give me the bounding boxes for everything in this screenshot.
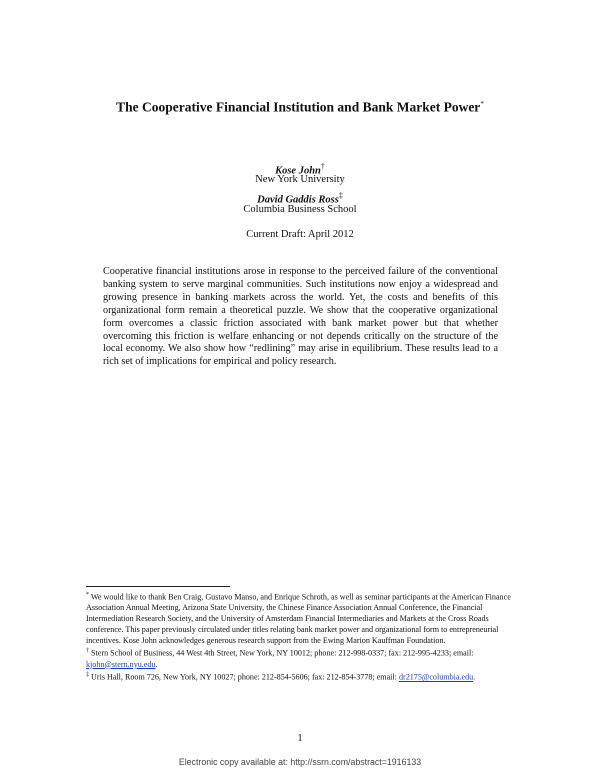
author-1-name-text: Kose John [275, 165, 321, 177]
paper-title-text: The Cooperative Financial Institution and Bank Market Power [116, 99, 481, 115]
footnote-acknowledgements [86, 590, 516, 646]
paper-title [0, 96, 600, 116]
footnote-author-1: † Stern School of Business, 44 West 4th Street, New York, NY 10012; phone: 212-998-0337; fax: 212-995-4233; email: kjohn@stern.nyu.edu. [86, 648, 474, 669]
footnotes [86, 590, 516, 684]
page-number: 1 [297, 733, 303, 744]
author-2-email-link[interactable]: dr2175@columbia.edu [398, 672, 474, 682]
draft-date: Current Draft: April 2012 [246, 229, 354, 240]
footnote-dagger-text: Stern School of Business, 44 West 4th Street, New York, NY 10012; phone: 212-998-0337; fax: 212-995-4233; email: [91, 648, 474, 658]
download-notice: Electronic copy available at: http://ssrn.com/abstract=1916133 [178, 757, 422, 767]
author-2-mark: ‡ [338, 191, 343, 200]
footnote-star-text: We would like to thank Ben Craig, Gustavo Manso, and Enrique Schroth, as well as seminar participants at the American Finance Association Annual Meeting, Arizona State University, the Chinese Finance Association Annual Conference, the Financial Intermediation Research Society, and the University of Amsterdam Financial Intermediaries and Markets at the Cross Roads conference. This paper previously circulated under titles relating bank market power and organizational form to entrepreneurial incentives. Kose John acknowledges generous research support from the Ewing Marion Kauffman Foundation. [86, 592, 511, 645]
author-1-affiliation: New York University [255, 174, 345, 185]
title-footnote-mark: * [480, 100, 484, 108]
author-2-name-text: David Gaddis Ross [257, 194, 339, 206]
abstract: Cooperative financial institutions arose in response to the perceived failure of the conventional banking system to serve marginal communities. Such institutions now enjoy a widespread and growing presence in banking markets across the world. Yet, the costs and benefits of this organizational form remain a theoretical puzzle. We show that the cooperative organizational form overcomes a classic friction associated with bank market power but that whether overcoming this friction is welfare enhancing or not depends critically on the structure of the local economy. We also show how “redlining” may arise in equilibrium. These results lead to a rich set of implications for empirical and policy research. [103, 266, 498, 368]
footnote-ddagger-mark: ‡ [86, 672, 89, 679]
footnote-dagger-mark: † [86, 648, 89, 655]
author-2-affiliation: Columbia Business School [243, 204, 357, 215]
author-1-mark: † [320, 162, 325, 171]
footnote-ddagger-text: Uris Hall, Room 726, New York, NY 10027; phone: 212-854-5606; fax: 212-854-3778; email: [91, 672, 399, 682]
footnote-star-mark: * [86, 592, 89, 598]
footnote-author-2: ‡ Uris Hall, Room 726, New York, NY 10027; phone: 212-854-5606; fax: 212-854-3778; email: dr2175@columbia.edu. [86, 672, 476, 682]
footnote-divider [86, 586, 230, 587]
author-1-email-link[interactable]: kjohn@stern.nyu.edu [86, 659, 156, 669]
